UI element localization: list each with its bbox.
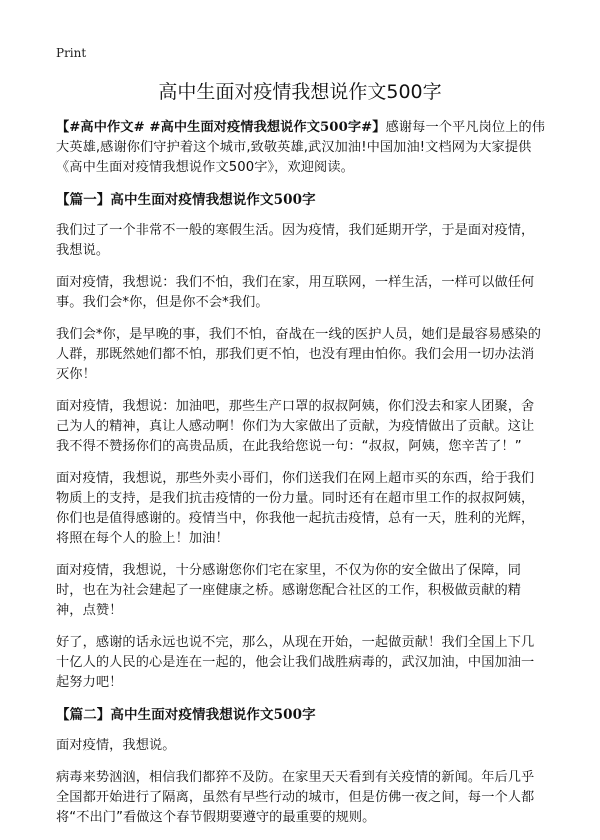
intro-tags: 【#高中作文# #高中生面对疫情我想说作文500字#】 [56,120,386,135]
section-1 [56,190,546,693]
print-label[interactable]: Print [56,46,87,60]
section-label: 【篇一】 [56,192,111,208]
paragraph: 面对疫情，我想说：加油吧，那些生产口罩的叔叔阿姨，你们没去和家人团聚，舍己为人的精神，真让人感动啊！你们为大家做出了贡献，为疫情做出了贡献。这让我不得不赞扬你们的高贵品质，在此我给您说一句：“叔叔，阿姨，您辛苦了！” [56,399,535,454]
paragraph: 面对疫情，我想说。 [56,738,176,753]
section-heading [56,705,546,725]
intro-paragraph [56,118,546,178]
paragraph: 病毒来势汹汹，相信我们都猝不及防。在家里天天看到有关疫情的新闻。年后几乎全国都开始进行了隔离，虽然有早些行动的城市，但是仿佛一夜之间，每一个人都将“不出门”看做这个春节假期要遵守的最重要的规则。 [56,770,535,825]
paragraph: 面对疫情，我想说，十分感谢您你们宅在家里，不仅为你的安全做出了保障，同时，也在为社会建起了一座健康之桥。感谢您配合社区的工作，积极做贡献的精神，点赞！ [56,563,522,618]
section-title: 高中生面对疫情我想说作文500字 [110,192,316,208]
document-body [56,118,546,840]
paragraph: 我们过了一个非常不一般的寒假生活。因为疫情，我们延期开学，于是面对疫情，我想说。 [56,223,535,258]
paragraph: 面对疫情，我想说：我们不怕，我们在家，用互联网，一样生活，一样可以做任何事。我们会*你，但是你不会*我们。 [56,275,535,310]
paragraph: 我们会*你，是早晚的事，我们不怕，奋战在一线的医护人员，她们是最容易感染的人群，那既然她们都不怕，那我们更不怕，也没有理由怕你。我们会用一切办法消灭你！ [56,327,542,382]
section-title: 高中生面对疫情我想说作文500字 [110,707,316,723]
document-title: 高中生面对疫情我想说作文500字 [158,81,442,103]
section-heading [56,190,546,210]
intro-text: 感谢每一个平凡岗位上的伟大英雄,感谢你们守护着这个城市,致敬英雄,武汉加油!中国加油!文档网为大家提供《高中生面对疫情我想说作文500字》，欢迎阅读。 [56,120,546,175]
section-2 [56,705,546,828]
paragraph: 好了，感谢的话永远也说不完，那么，从现在开始，一起做贡献！我们全国上下几十亿人的人民的心是连在一起的，他会让我们战胜病毒的，武汉加油，中国加油一起努力吧！ [56,635,535,690]
section-label: 【篇二】 [56,707,111,723]
paragraph: 面对疫情，我想说，那些外卖小哥们，你们送我们在网上超市买的东西，给于我们物质上的支持，是我们抗击疫情的一份力量。同时还有在超市里工作的叔叔阿姨，你们也是值得感谢的。疫情当中，你我他一起抗击疫情，总有一天，胜利的光辉，将照在每个人的脸上！加油！ [56,471,535,546]
